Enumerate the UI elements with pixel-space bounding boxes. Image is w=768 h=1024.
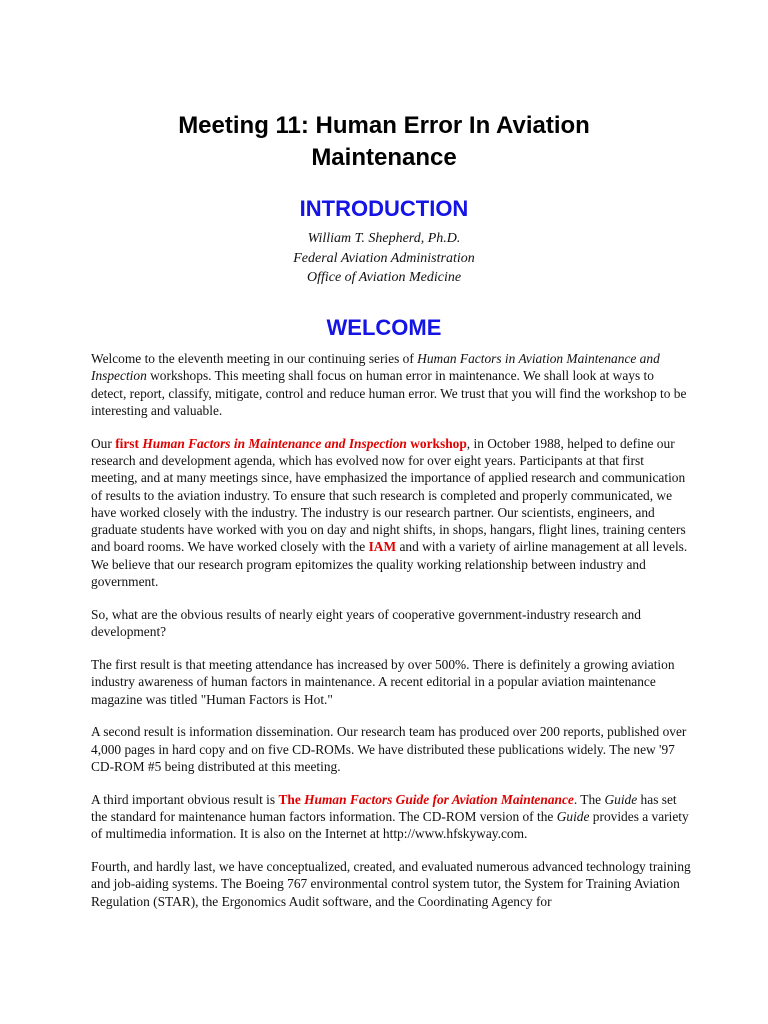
introduction-heading: INTRODUCTION bbox=[299, 196, 469, 221]
highlight-iam: IAM bbox=[368, 539, 397, 555]
text-run: . The bbox=[573, 791, 605, 807]
text-run: Welcome to the eleventh meeting in our continuing series of bbox=[91, 351, 418, 366]
text-run: provides a variety of multimedia information. It is also on the Internet at http://www.hfskyway.com. bbox=[91, 809, 689, 842]
title-line-2: Maintenance bbox=[311, 144, 457, 171]
paragraph-4: The first result is that meeting attendance has increased by over 500%. There is definitely a growing aviation industry awareness of human factors in maintenance. A recent editorial in a popular aviation maintenance magazine was titled "Human Factors is Hot." bbox=[91, 656, 675, 707]
paragraph-5: A second result is information dissemination. Our research team has produced over 200 reports, published over 4,000 pages in hard copy and on five CD-ROMs. We have distributed these publications widely. The new '97 CD-ROM #5 being distributed at this meeting. bbox=[91, 724, 687, 774]
guide-italic: Guide bbox=[604, 791, 638, 807]
text-run: A third important obvious result is bbox=[91, 791, 279, 807]
paragraph-7: Fourth, and hardly last, we have conceptualized, created, and evaluated numerous advanced technology training and job-aiding systems. The Boeing 767 environmental control system tutor, the System for Training Aviation Regulation (STAR), the Ergonomics Audit software, and the Coordinating Agency for bbox=[91, 859, 691, 909]
paragraph-6 bbox=[91, 791, 691, 843]
author-office: Office of Aviation Medicine bbox=[306, 270, 462, 285]
series-title: Human Factors in Aviation Maintenance and Inspection bbox=[91, 351, 660, 384]
guide-italic: Guide bbox=[556, 809, 590, 825]
highlight-workshop-title: Human Factors in Maintenance and Inspection bbox=[142, 435, 407, 451]
paragraph-2 bbox=[91, 435, 691, 591]
paragraph-3: So, what are the obvious results of nearly eight years of cooperative government-industry research and development? bbox=[91, 606, 641, 640]
page-title bbox=[0, 110, 768, 174]
text-run: Our bbox=[91, 435, 116, 451]
author-name: William T. Shepherd, Ph.D. bbox=[307, 231, 461, 246]
highlight-guide-title: Human Factors Guide for Aviation Maintenance bbox=[304, 791, 574, 807]
highlight-workshop: workshop bbox=[406, 435, 467, 451]
author-organization: Federal Aviation Administration bbox=[293, 250, 475, 266]
body-text bbox=[91, 350, 691, 926]
highlight-the: The bbox=[278, 791, 305, 807]
highlight-first: first bbox=[115, 435, 143, 451]
text-run: and with a variety of airline management at all levels. We believe that our research program epitomizes the quality working relationship between industry and government. bbox=[91, 539, 688, 590]
title-line-1: Meeting 11: Human Error In Aviation bbox=[178, 112, 590, 139]
paragraph-1 bbox=[91, 350, 691, 419]
author-block bbox=[0, 229, 768, 288]
text-run: has set the standard for maintenance human factors information. The CD-ROM version of the bbox=[91, 791, 677, 825]
text-run: , in October 1988, helped to define our research and development agenda, which has evolved now for over eight years. Participants at that first meeting, and at many meetings since, have emphasized the importance of applied research and communication of results to the aviation industry. To ensure that such research is completed and properly communicated, we have worked closely with the industry. The industry is our research partner. Our scientists, engineers, and graduate students have worked with you on day and night shifts, in shops, hangars, flight lines, training centers and board rooms. We have worked closely with the bbox=[91, 435, 686, 555]
text-run: workshops. This meeting shall focus on human error in maintenance. We shall look at ways to detect, report, classify, mitigate, control and reduce human error. We trust that you will find the workshop to be interesting and valuable. bbox=[91, 368, 687, 418]
welcome-heading: WELCOME bbox=[326, 315, 442, 340]
